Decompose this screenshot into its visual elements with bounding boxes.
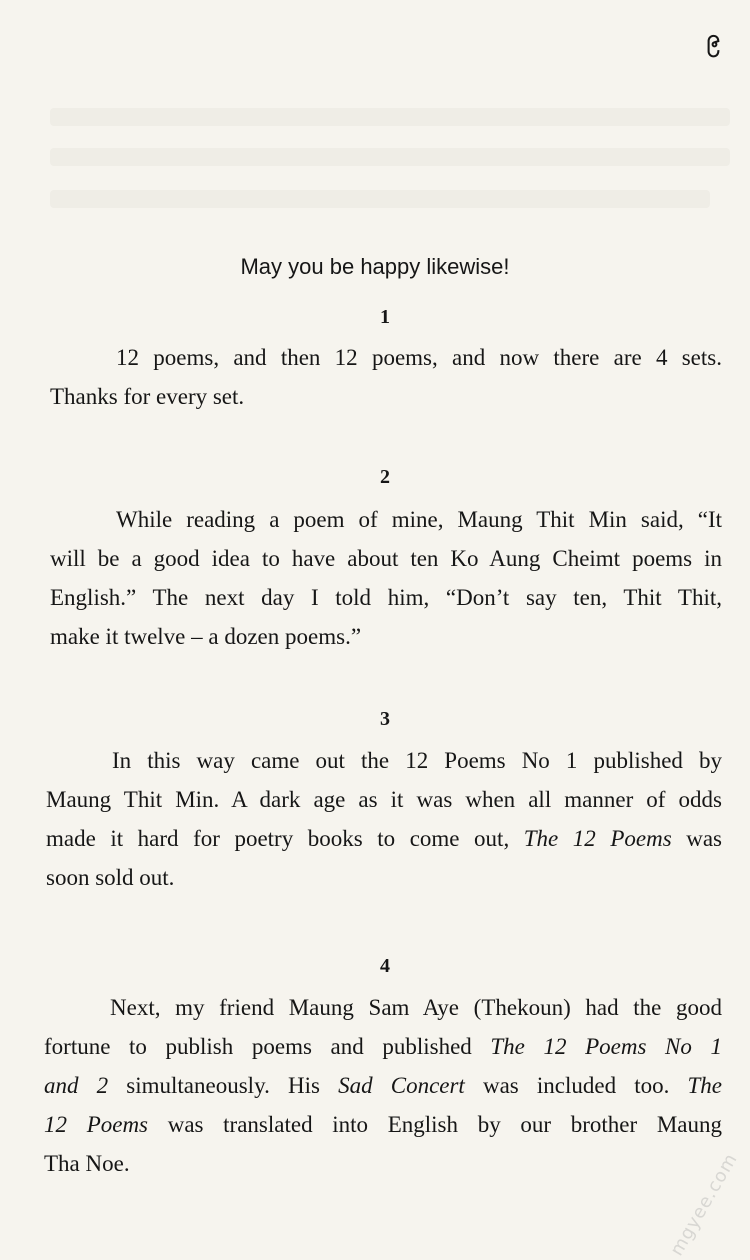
- text-run: simultaneously. His: [108, 1073, 339, 1098]
- text-line: Tha Noe.: [44, 1151, 130, 1176]
- page-number: ၉: [706, 24, 720, 52]
- show-through-line: [50, 148, 730, 166]
- text-line: Thanks for every set.: [50, 384, 245, 409]
- text-line: soon sold out.: [46, 865, 175, 890]
- text-line: Maung Thit Min. A dark age as it was when all manner of odds: [46, 787, 722, 812]
- section-number: 1: [380, 306, 390, 328]
- watermark: mgyee.com: [666, 1149, 742, 1260]
- text-line: [44, 1027, 722, 1066]
- show-through-line: [50, 190, 710, 208]
- page-title: May you be happy likewise!: [240, 254, 510, 279]
- book-title-italic: The: [687, 1073, 723, 1098]
- text-line: Next, my friend Maung Sam Aye (Thekoun) had the good: [110, 995, 722, 1020]
- book-title-italic: and 2: [44, 1073, 109, 1098]
- section-1-paragraph: [50, 338, 722, 416]
- text-run: was included too.: [464, 1073, 688, 1098]
- section-3-paragraph: [46, 741, 722, 897]
- text-run: was: [671, 826, 722, 851]
- book-title-italic: The 12 Poems: [523, 826, 672, 851]
- section-2-paragraph: [50, 500, 722, 656]
- section-4-paragraph: [44, 988, 722, 1183]
- book-title-italic: Sad Concert: [338, 1073, 465, 1098]
- text-line: 12 poems, and then 12 poems, and now there are 4 sets.: [116, 345, 722, 370]
- section-number: 4: [380, 955, 390, 977]
- text-line: While reading a poem of mine, Maung Thit Min said, “It: [116, 507, 722, 532]
- text-line: [44, 1105, 722, 1144]
- text-run: made it hard for poetry books to come out,: [46, 826, 524, 851]
- text-run: fortune to publish poems and published: [44, 1034, 491, 1059]
- section-number: 3: [380, 708, 390, 730]
- book-title-italic: The 12 Poems No 1: [490, 1034, 722, 1059]
- section-number: 2: [380, 466, 390, 488]
- text-line: In this way came out the 12 Poems No 1 published by: [112, 748, 722, 773]
- text-run: was translated into English by our brother Maung: [148, 1112, 722, 1137]
- text-line: will be a good idea to have about ten Ko Aung Cheimt poems in: [50, 546, 722, 571]
- show-through-line: [50, 108, 730, 126]
- text-line: [46, 819, 722, 858]
- text-line: make it twelve – a dozen poems.”: [50, 624, 362, 649]
- book-title-italic: 12 Poems: [44, 1112, 149, 1137]
- text-line: English.” The next day I told him, “Don’t say ten, Thit Thit,: [50, 585, 722, 610]
- text-line: [44, 1066, 722, 1105]
